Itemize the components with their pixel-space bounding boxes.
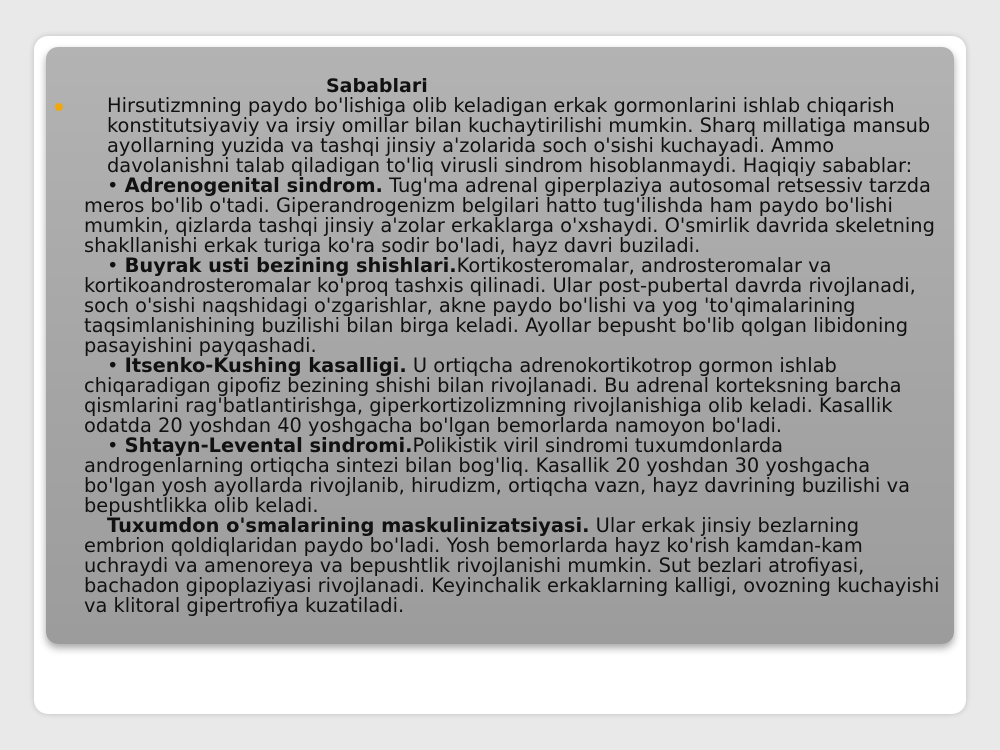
cause-item: • Buyrak usti bezining shishlari.Kortikosteromalar, androsteromalar va kortikoandrosteromalar ko'proq tashxis qilinadi. Ular post-pubertal davrda rivojlanadi, soch o'sishi naqshidagi o'zgarishlar, akne paydo bo'lishi va yog 'to'qimalarining taqsimlanishining buzilishi bilan birga keladi. Ayollar bepusht bo'lib qolgan libidoning pasayishini payqashadi.	[84, 254, 916, 357]
intro-paragraph: Hirsutizmning paydo bo'lishiga olib keladigan erkak gormonlarini ishlab chiqarish konstitutsiyaviy va irsiy omillar bilan kuchaytirilishi mumkin. Sharq millatiga mansub ayollarning yuzida va tashqi jinsiy a'zolarida soch o'sishi kuchayadi. Ammo davolanishni talab qiladigan to'liq virusli sindrom hisoblanmaydi. Haqiqiy sabablar:	[107, 94, 931, 177]
cause-text: Tug'ma adrenal giperplaziya autosomal retsessiv tarzda meros bo'lib o'tadi. Giperandrogenizm belgilari hatto tug'ilishda ham paydo bo'lishi mumkin, qizlarda tashqi jinsiy a'zolar erkaklarga o'xshaydi. O'smirlik davrida skeletning shakllanishi erkak turiga ko'ra sodir bo'ladi, hayz davri buziladi.	[84, 174, 935, 257]
bullet-icon	[55, 103, 63, 111]
slide-content	[84, 76, 944, 616]
cause-text: Kortikosteromalar, androsteromalar va kortikoandrosteromalar ko'proq tashxis qilinadi. Ular post-pubertal davrda rivojlanadi, soch o'sishi naqshidagi o'zgarishlar, akne paydo bo'lishi va yog 'to'qimalarining taqsimlanishining buzilishi bilan birga keladi. Ayollar bepusht bo'lib qolgan libidoning pasayishini payqashadi.	[84, 254, 916, 357]
cause-item: • Adrenogenital sindrom. Tug'ma adrenal giperplaziya autosomal retsessiv tarzda meros bo'lib o'tadi. Giperandrogenizm belgilari hatto tug'ilishda ham paydo bo'lishi mumkin, qizlarda tashqi jinsiy a'zolar erkaklarga o'xshaydi. O'smirlik davrida skeletning shakllanishi erkak turiga ko'ra sodir bo'ladi, hayz davri buziladi.	[84, 174, 935, 257]
cause-text: Polikistik viril sindromi tuxumdonlarda androgenlarning ortiqcha sintezi bilan bog'liq. Kasallik 20 yoshdan 30 yoshgacha bo'lgan yosh ayollarda rivojlanib, hirudizm, ortiqcha vazn, hayz davrining buzilishi va bepushtlikka olib keladi.	[84, 434, 910, 517]
watermark	[43, 187, 83, 236]
cause-heading: Buyrak usti bezining shishlari.	[124, 254, 457, 277]
cause-text: U ortiqcha adrenokortikotrop gormon ishlab chiqaradigan gipofiz bezining shishi bilan rivojlanadi. Bu adrenal korteksning barcha qismlarini rag'batlantirishga, giperkortizolizmning rivojlanishiga olib keladi. Kasallik odatda 20 yoshdan 40 yoshgacha bo'lgan bemorlarda namoyon bo'ladi.	[84, 354, 902, 437]
cause-item: • Itsenko-Kushing kasalligi. U ortiqcha adrenokortikotrop gormon ishlab chiqaradigan gipofiz bezining shishi bilan rivojlanadi. Bu adrenal korteksning barcha qismlarini rag'batlantirishga, giperkortizolizmning rivojlanishiga olib keladi. Kasallik odatda 20 yoshdan 40 yoshgacha bo'lgan bemorlarda namoyon bo'ladi.	[84, 354, 902, 437]
cause-heading: Shtayn-Levental sindromi.	[124, 434, 413, 457]
cause-heading: Tuxumdon o'smalarining maskulinizatsiyasi.	[107, 514, 590, 537]
cause-item	[84, 516, 944, 616]
slide-title: Sabablari	[326, 75, 428, 97]
cause-heading: Adrenogenital sindrom.	[124, 174, 383, 197]
cause-heading: Itsenko-Kushing kasalligi.	[124, 354, 407, 377]
cause-text: Ular erkak jinsiy bezlarning embrion qoldiqlaridan paydo bo'ladi. Yosh bemorlarda hayz ko'rish kamdan-kam uchraydi va amenoreya va bepushtlik rivojlanishi mumkin. Sut bezlari atrofiyasi, bachadon gipoplaziyasi rivojlanadi. Keyinchalik erkaklarning kalligi, ovozning kuchayishi va klitoral gipertrofiya kuzatiladi.	[84, 514, 940, 617]
cause-item: • Shtayn-Levental sindromi.Polikistik viril sindromi tuxumdonlarda androgenlarning ortiqcha sintezi bilan bog'liq. Kasallik 20 yoshdan 30 yoshgacha bo'lgan yosh ayollarda rivojlanib, hirudizm, ortiqcha vazn, hayz davrining buzilishi va bepushtlikka olib keladi.	[84, 434, 910, 517]
